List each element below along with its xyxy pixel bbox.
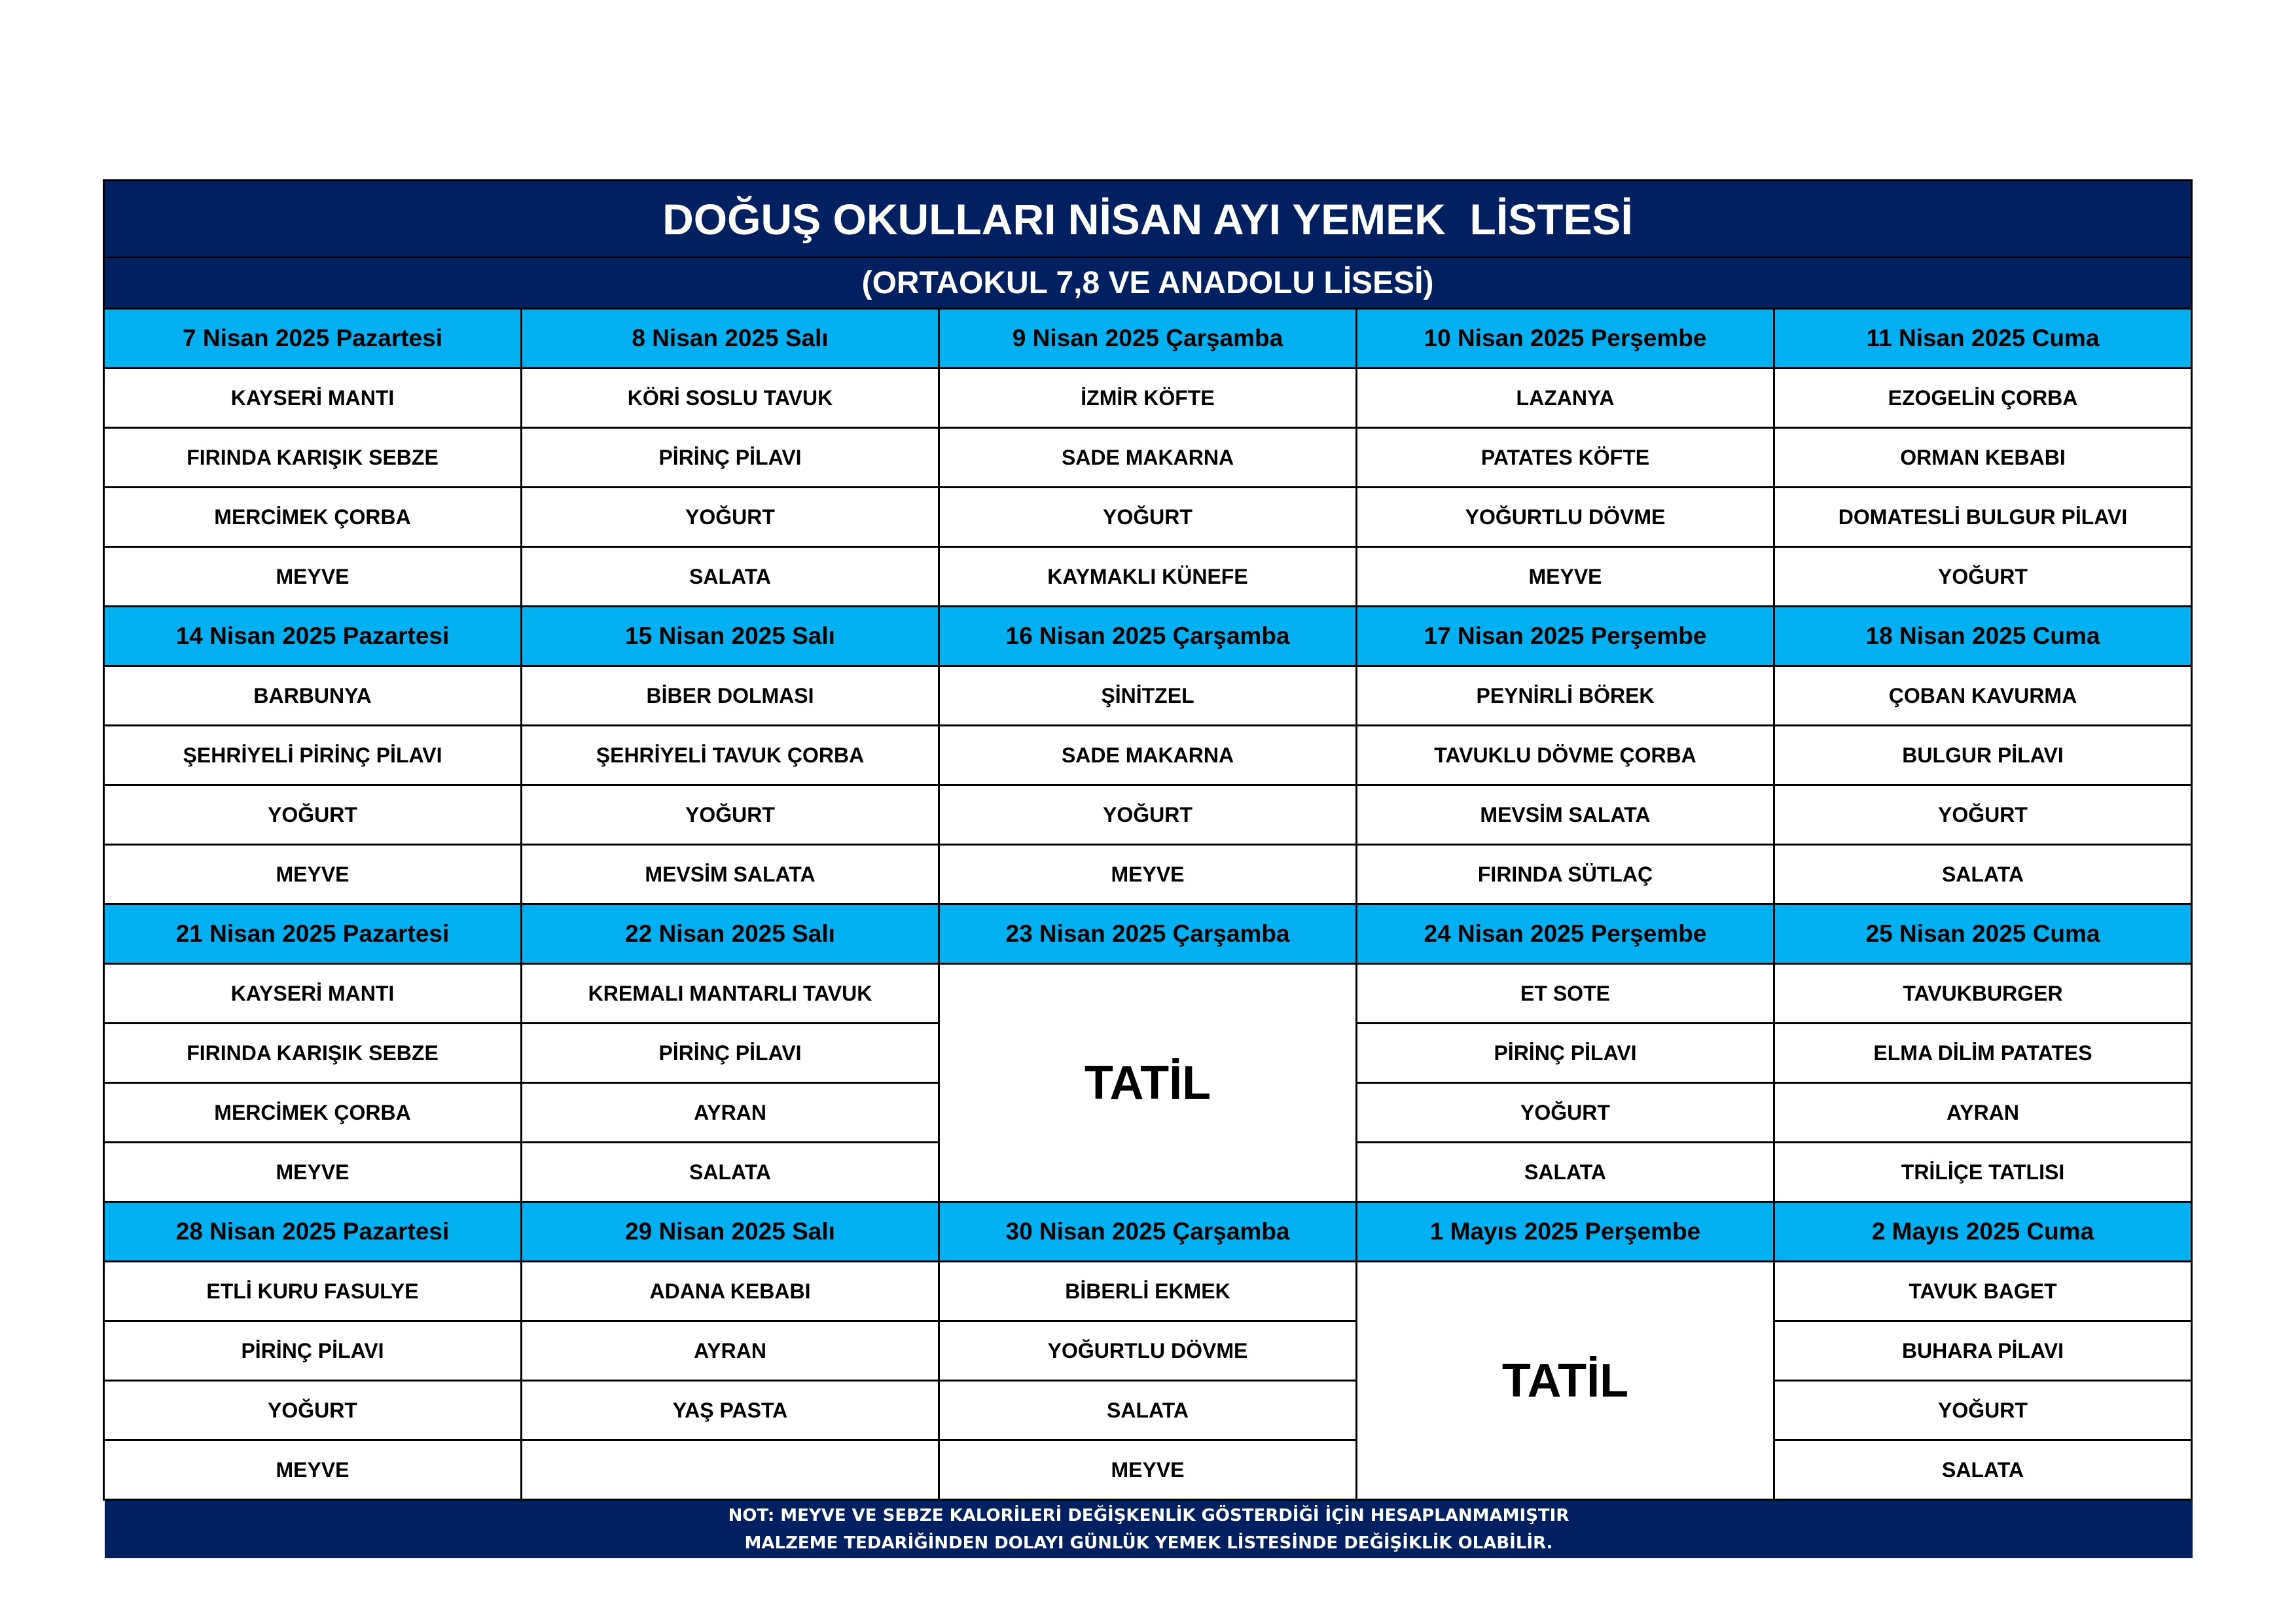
- meal-cell: YOĞURT: [1774, 785, 2192, 845]
- week-1-day-row: [104, 309, 2192, 368]
- meal-cell: ET SOTE: [1357, 964, 1774, 1024]
- meal-cell: ELMA DİLİM PATATES: [1774, 1024, 2192, 1083]
- day-header: 28 Nisan 2025 Pazartesi: [104, 1202, 522, 1262]
- meal-row: [104, 964, 2192, 1024]
- note-line-1: NOT: MEYVE VE SEBZE KALORİLERİ DEĞİŞKENLİK GÖSTERDİĞİ İÇİN HESAPLANMAMIŞTIR: [728, 1506, 1570, 1525]
- day-header: 2 Mayıs 2025 Cuma: [1774, 1202, 2192, 1262]
- meal-cell: SALATA: [1774, 1440, 2192, 1500]
- meal-row: [104, 726, 2192, 785]
- meal-cell: ETLİ KURU FASULYE: [104, 1262, 522, 1321]
- meal-cell: YOĞURT: [939, 488, 1357, 547]
- meal-cell: FIRINDA KARIŞIK SEBZE: [104, 1024, 522, 1083]
- meal-row: [104, 1381, 2192, 1440]
- day-header: 10 Nisan 2025 Perşembe: [1357, 309, 1774, 368]
- day-header: 30 Nisan 2025 Çarşamba: [939, 1202, 1357, 1262]
- meal-cell: SALATA: [522, 547, 939, 607]
- meal-cell: MEYVE: [939, 845, 1357, 904]
- meal-row: [104, 1321, 2192, 1381]
- meal-cell: TAVUK BAGET: [1774, 1262, 2192, 1321]
- meal-cell: MEYVE: [104, 1440, 522, 1500]
- meal-cell: MEYVE: [939, 1440, 1357, 1500]
- meal-cell: PİRİNÇ PİLAVI: [104, 1321, 522, 1381]
- day-header: 21 Nisan 2025 Pazartesi: [104, 904, 522, 964]
- meal-cell: BULGUR PİLAVI: [1774, 726, 2192, 785]
- holiday-cell: TATİL: [939, 964, 1357, 1202]
- meal-cell: TAVUKBURGER: [1774, 964, 2192, 1024]
- day-header: 9 Nisan 2025 Çarşamba: [939, 309, 1357, 368]
- footer-note: [105, 1501, 2193, 1558]
- meal-cell: TAVUKLU DÖVME ÇORBA: [1357, 726, 1774, 785]
- meal-cell: SALATA: [522, 1143, 939, 1202]
- meal-cell: ŞEHRİYELİ TAVUK ÇORBA: [522, 726, 939, 785]
- day-header: 23 Nisan 2025 Çarşamba: [939, 904, 1357, 964]
- meal-cell: PİRİNÇ PİLAVI: [1357, 1024, 1774, 1083]
- day-header: 8 Nisan 2025 Salı: [522, 309, 939, 368]
- meal-cell: ÇOBAN KAVURMA: [1774, 666, 2192, 726]
- meal-cell: MEVSİM SALATA: [1357, 785, 1774, 845]
- meal-cell: MEYVE: [104, 845, 522, 904]
- meal-cell: AYRAN: [522, 1083, 939, 1143]
- meal-cell: BİBER DOLMASI: [522, 666, 939, 726]
- menu-table: [103, 308, 2193, 1501]
- meal-cell: MEYVE: [104, 1143, 522, 1202]
- meal-cell: DOMATESLİ BULGUR PİLAVI: [1774, 488, 2192, 547]
- meal-cell: MERCİMEK ÇORBA: [104, 488, 522, 547]
- meal-cell: KREMALI MANTARLI TAVUK: [522, 964, 939, 1024]
- meal-cell: YAŞ PASTA: [522, 1381, 939, 1440]
- meal-cell: YOĞURT: [104, 785, 522, 845]
- meal-cell: YOĞURTLU DÖVME: [1357, 488, 1774, 547]
- meal-cell: YOĞURT: [1357, 1083, 1774, 1143]
- meal-cell: SALATA: [1774, 845, 2192, 904]
- meal-cell: PİRİNÇ PİLAVI: [522, 1024, 939, 1083]
- day-header: 16 Nisan 2025 Çarşamba: [939, 607, 1357, 666]
- meal-cell: PATATES KÖFTE: [1357, 428, 1774, 488]
- meal-cell: TRİLİÇE TATLISI: [1774, 1143, 2192, 1202]
- meal-cell: YOĞURT: [522, 488, 939, 547]
- meal-row: [104, 428, 2192, 488]
- meal-row: [104, 488, 2192, 547]
- day-header: 1 Mayıs 2025 Perşembe: [1357, 1202, 1774, 1262]
- meal-cell: ŞİNİTZEL: [939, 666, 1357, 726]
- menu-sheet: [103, 179, 2193, 1558]
- meal-row: [104, 1262, 2192, 1321]
- meal-row: [104, 785, 2192, 845]
- week-4-day-row: [104, 1202, 2192, 1262]
- meal-cell: PİRİNÇ PİLAVI: [522, 428, 939, 488]
- meal-cell: ORMAN KEBABI: [1774, 428, 2192, 488]
- meal-cell: YOĞURT: [939, 785, 1357, 845]
- meal-cell: EZOGELİN ÇORBA: [1774, 368, 2192, 428]
- meal-cell: BUHARA PİLAVI: [1774, 1321, 2192, 1381]
- meal-cell: MEVSİM SALATA: [522, 845, 939, 904]
- day-header: 15 Nisan 2025 Salı: [522, 607, 939, 666]
- meal-cell: YOĞURTLU DÖVME: [939, 1321, 1357, 1381]
- meal-cell: LAZANYA: [1357, 368, 1774, 428]
- meal-cell: KAYMAKLI KÜNEFE: [939, 547, 1357, 607]
- day-header: 18 Nisan 2025 Cuma: [1774, 607, 2192, 666]
- day-header: 25 Nisan 2025 Cuma: [1774, 904, 2192, 964]
- meal-cell: İZMİR KÖFTE: [939, 368, 1357, 428]
- day-header: 11 Nisan 2025 Cuma: [1774, 309, 2192, 368]
- meal-cell: FIRINDA SÜTLAÇ: [1357, 845, 1774, 904]
- day-header: 7 Nisan 2025 Pazartesi: [104, 309, 522, 368]
- meal-cell: MEYVE: [1357, 547, 1774, 607]
- meal-row: [104, 547, 2192, 607]
- meal-cell: MEYVE: [104, 547, 522, 607]
- meal-cell: SADE MAKARNA: [939, 726, 1357, 785]
- meal-row: [104, 845, 2192, 904]
- meal-cell: [522, 1440, 939, 1500]
- meal-cell: YOĞURT: [1774, 1381, 2192, 1440]
- meal-cell: SALATA: [939, 1381, 1357, 1440]
- day-header: 22 Nisan 2025 Salı: [522, 904, 939, 964]
- meal-cell: SADE MAKARNA: [939, 428, 1357, 488]
- meal-cell: BİBERLİ EKMEK: [939, 1262, 1357, 1321]
- page-title: DOĞUŞ OKULLARI NİSAN AYI YEMEK LİSTESİ: [103, 179, 2193, 258]
- page-subtitle: (ORTAOKUL 7,8 VE ANADOLU LİSESİ): [103, 258, 2193, 308]
- week-2-day-row: [104, 607, 2192, 666]
- meal-cell: AYRAN: [522, 1321, 939, 1381]
- day-header: 14 Nisan 2025 Pazartesi: [104, 607, 522, 666]
- meal-cell: YOĞURT: [104, 1381, 522, 1440]
- meal-cell: KAYSERİ MANTI: [104, 964, 522, 1024]
- meal-cell: SALATA: [1357, 1143, 1774, 1202]
- meal-cell: KÖRİ SOSLU TAVUK: [522, 368, 939, 428]
- meal-cell: ADANA KEBABI: [522, 1262, 939, 1321]
- note-line-2: MALZEME TEDARİĞİNDEN DOLAYI GÜNLÜK YEMEK LİSTESİNDE DEĞİŞİKLİK OLABİLİR.: [744, 1533, 1553, 1553]
- day-header: 24 Nisan 2025 Perşembe: [1357, 904, 1774, 964]
- meal-cell: FIRINDA KARIŞIK SEBZE: [104, 428, 522, 488]
- meal-cell: PEYNİRLİ BÖREK: [1357, 666, 1774, 726]
- meal-row: [104, 1440, 2192, 1500]
- meal-cell: MERCİMEK ÇORBA: [104, 1083, 522, 1143]
- holiday-cell: TATİL: [1357, 1262, 1774, 1500]
- meal-cell: YOĞURT: [522, 785, 939, 845]
- meal-cell: YOĞURT: [1774, 547, 2192, 607]
- meal-cell: ŞEHRİYELİ PİRİNÇ PİLAVI: [104, 726, 522, 785]
- meal-cell: AYRAN: [1774, 1083, 2192, 1143]
- meal-cell: KAYSERİ MANTI: [104, 368, 522, 428]
- meal-cell: BARBUNYA: [104, 666, 522, 726]
- meal-row: [104, 368, 2192, 428]
- week-3-day-row: [104, 904, 2192, 964]
- day-header: 29 Nisan 2025 Salı: [522, 1202, 939, 1262]
- meal-row: [104, 666, 2192, 726]
- day-header: 17 Nisan 2025 Perşembe: [1357, 607, 1774, 666]
